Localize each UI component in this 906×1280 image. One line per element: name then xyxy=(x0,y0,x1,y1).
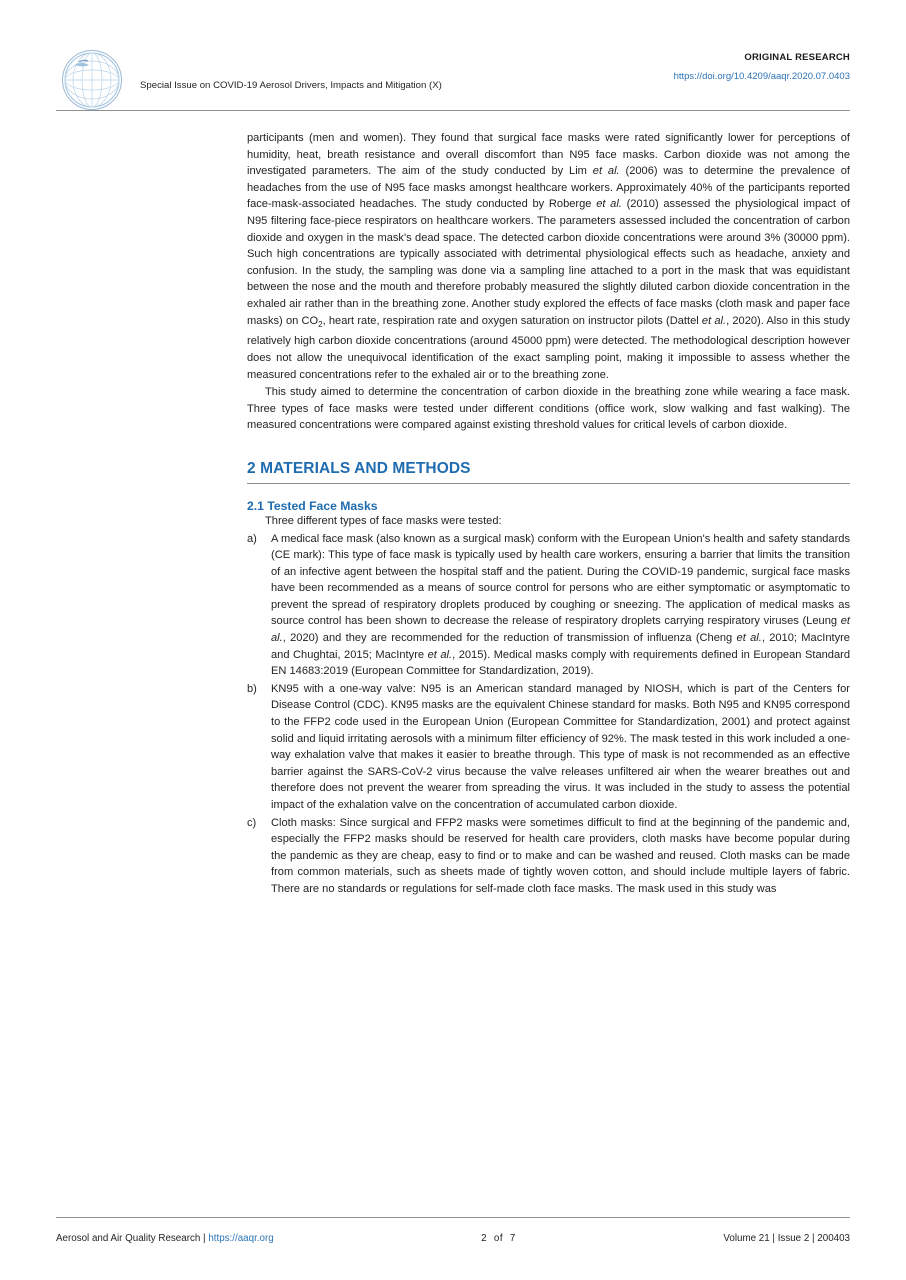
item-a-part-a: A medical face mask (also known as a surgical mask) conform with the European Union's health and safety standards (CE mark): This type of face mask is typically used by health care workers, ensuring a barrier that limits the transition of an infective agent between the hospital staff and the patient. During the COVID-19 pandemic, surgical face masks have been recommended as a means of source control for persons who are either symptomatic or asymptomatic to prevent the spread of respiratory droplets produced by coughing or sneezing. The application of medical masks as source control has been shown to decrease the release of respiratory droplets carrying respiratory viruses (Leung xyxy=(271,532,850,628)
p1-part-e: , 2020). Also in this study relatively high carbon dioxide concentrations (around 45000 ppm) were detected. The methodological description however does not allow the unequivocal identification of the exact sampling point, making it impossible to assess whether the measured concentrations refer to the exhaled air or to the breathing zone. xyxy=(247,314,850,381)
section-heading-materials-and-methods: 2 MATERIALS AND METHODS xyxy=(247,459,471,477)
item-a-part-c: , 2010; MacIntyre and Chughtai, 2015; MacIntyre xyxy=(271,632,850,661)
footer-volume-block xyxy=(723,1233,850,1244)
special-issue-label: Special Issue on COVID-19 Aerosol Drivers, Impacts and Mitigation (X) xyxy=(140,80,442,91)
doi-link[interactable]: https://doi.org/10.4209/aaqr.2020.07.0403 xyxy=(673,71,850,82)
p1-italic-3: et al. xyxy=(701,314,727,327)
list-intro-line: Three different types of face masks were tested: xyxy=(265,514,502,527)
list-item xyxy=(247,531,850,680)
p1-italic-1: et al. xyxy=(592,165,620,178)
p1-part-b: (2006) was to determine the prevalence of headaches from the use of N95 face masks amongst healthcare workers. Approximately 40% of the participants reported face-mask-associated headaches. The study conducted by Roberge xyxy=(247,165,850,211)
list-text-c: Cloth masks: Since surgical and FFP2 masks were sometimes difficult to find at the beginning of the pandemic and, especially the FFP2 masks should be reserved for health care providers, cloth masks have become popular during the pandemic as they are cheap, easy to find or to make and can be washed and reused. Cloth masks can be made from common materials, such as sheets made of tightly woven cotton, and should include multiple layers of fabric. There are no standards or regulations for self-made cloth face masks. The mask used in this study was xyxy=(271,816,850,895)
list-text-b: KN95 with a one-way valve: N95 is an American standard managed by NIOSH, which is part of the Centers for Disease Control (CDC). KN95 masks are the equivalent Chinese standard for masks. Both N95 and KN95 correspond to the FFP2 code used in the European Union (European Committee for Standardization, 2001) and protect against solid and liquid irritating aerosols with a minimum filter efficiency of 92%. The mask tested in this work included a one-way exhalation valve that makes it easier to breathe through. This type of mask is not recommended as an effective barrier against the SARS-CoV-2 virus because the valve releases unfiltered air when the wearer breathes out and therefore does not prevent the wearer from spreading the virus. It was included in the study to assess the potential impact of the exhalation valve on the concentration of accumulated carbon dioxide. xyxy=(271,682,850,811)
footer-journal-name: Aerosol and Air Quality Research xyxy=(56,1233,201,1244)
item-a-part-b: , 2020) and they are recommended for the reduction of transmission of influenza (Cheng xyxy=(282,632,737,645)
article-type-label: ORIGINAL RESEARCH xyxy=(744,52,850,63)
page-of-label: of xyxy=(493,1233,504,1244)
footer-volume: Volume 21 xyxy=(723,1233,770,1244)
footer-page-number xyxy=(274,1233,724,1244)
page-current: 2 xyxy=(481,1233,488,1244)
list-marker-b: b) xyxy=(247,682,257,695)
paragraph-study-aim: This study aimed to determine the concentration of carbon dioxide in the breathing zone while wearing a face mask. Three types of face masks were tested under different conditions (office work, slow walking and fast walking). The measured concentrations were compared against existing threshold values for critical levels of carbon dioxide. xyxy=(247,386,850,432)
p1-part-a: participants (men and women). They found that surgical face masks were rated significantly lower for perceptions of humidity, heat, breath resistance and overall discomfort than N95 face masks. Carbon dioxide was not among the investigated parameters. The aim of the study conducted by Lim xyxy=(247,132,850,178)
list-marker-a: a) xyxy=(247,532,257,545)
list-item xyxy=(247,681,850,814)
item-a-italic-2: et al. xyxy=(736,632,762,645)
page-header xyxy=(56,48,850,110)
p1-italic-2: et al. xyxy=(596,198,622,211)
p1-part-c: (2010) assessed the physiological impact of N95 filtering face-piece respirators on healthcare workers. The parameters assessed included the concentration of carbon dioxide and oxygen in the mask's dead space. The detected carbon dioxide concentrations were around 3% (30000 ppm). Such high concentrations are typically associated with detrimental physiological effects such as headache, anxiety and confusion. In the study, the sampling was done via a sampling line attached to a port in the mask that was equidistant between the nose and the mouth and therefore probably measured the slightly diluted carbon dioxide concentration in the exhaled air rather than in the breathing zone. Another study explored the effects of face masks (cloth mask and paper face masks) on CO xyxy=(247,198,850,327)
p1-subscript: 2 xyxy=(318,319,323,329)
header-divider xyxy=(56,110,850,111)
aaqr-globe-logo-icon xyxy=(62,50,122,110)
lettered-list xyxy=(247,531,850,898)
list-item xyxy=(247,815,850,898)
subsection-heading-tested-face-masks: 2.1 Tested Face Masks xyxy=(247,498,378,513)
paragraph-continuation xyxy=(247,130,850,383)
footer-separator-3: | xyxy=(809,1233,818,1244)
p1-part-d: , heart rate, respiration rate and oxygen saturation on instructor pilots (Dattel xyxy=(322,314,702,327)
list-text-a xyxy=(271,531,850,680)
item-a-italic-1: et al. xyxy=(271,615,850,645)
footer-separator-2: | xyxy=(769,1233,778,1244)
footer-divider xyxy=(56,1217,850,1218)
footer-issue: Issue 2 xyxy=(777,1233,810,1244)
item-a-italic-3: et al. xyxy=(427,648,453,661)
item-a-part-d: , 2015). Medical masks comply with requirements defined in European Standard EN 14683:2019 (European Committee for Standardization, 2019). xyxy=(271,648,850,678)
section-divider xyxy=(247,483,850,484)
header-right-block xyxy=(674,52,850,82)
footer-article-number: 200403 xyxy=(817,1233,850,1244)
page-total: 7 xyxy=(509,1233,516,1244)
footer-journal-link[interactable]: https://aaqr.org xyxy=(208,1233,274,1244)
article-body xyxy=(247,130,850,898)
list-marker-c: c) xyxy=(247,816,257,829)
footer-separator-1: | xyxy=(200,1233,209,1244)
footer-journal-block xyxy=(56,1233,274,1244)
page-footer xyxy=(56,1233,850,1244)
